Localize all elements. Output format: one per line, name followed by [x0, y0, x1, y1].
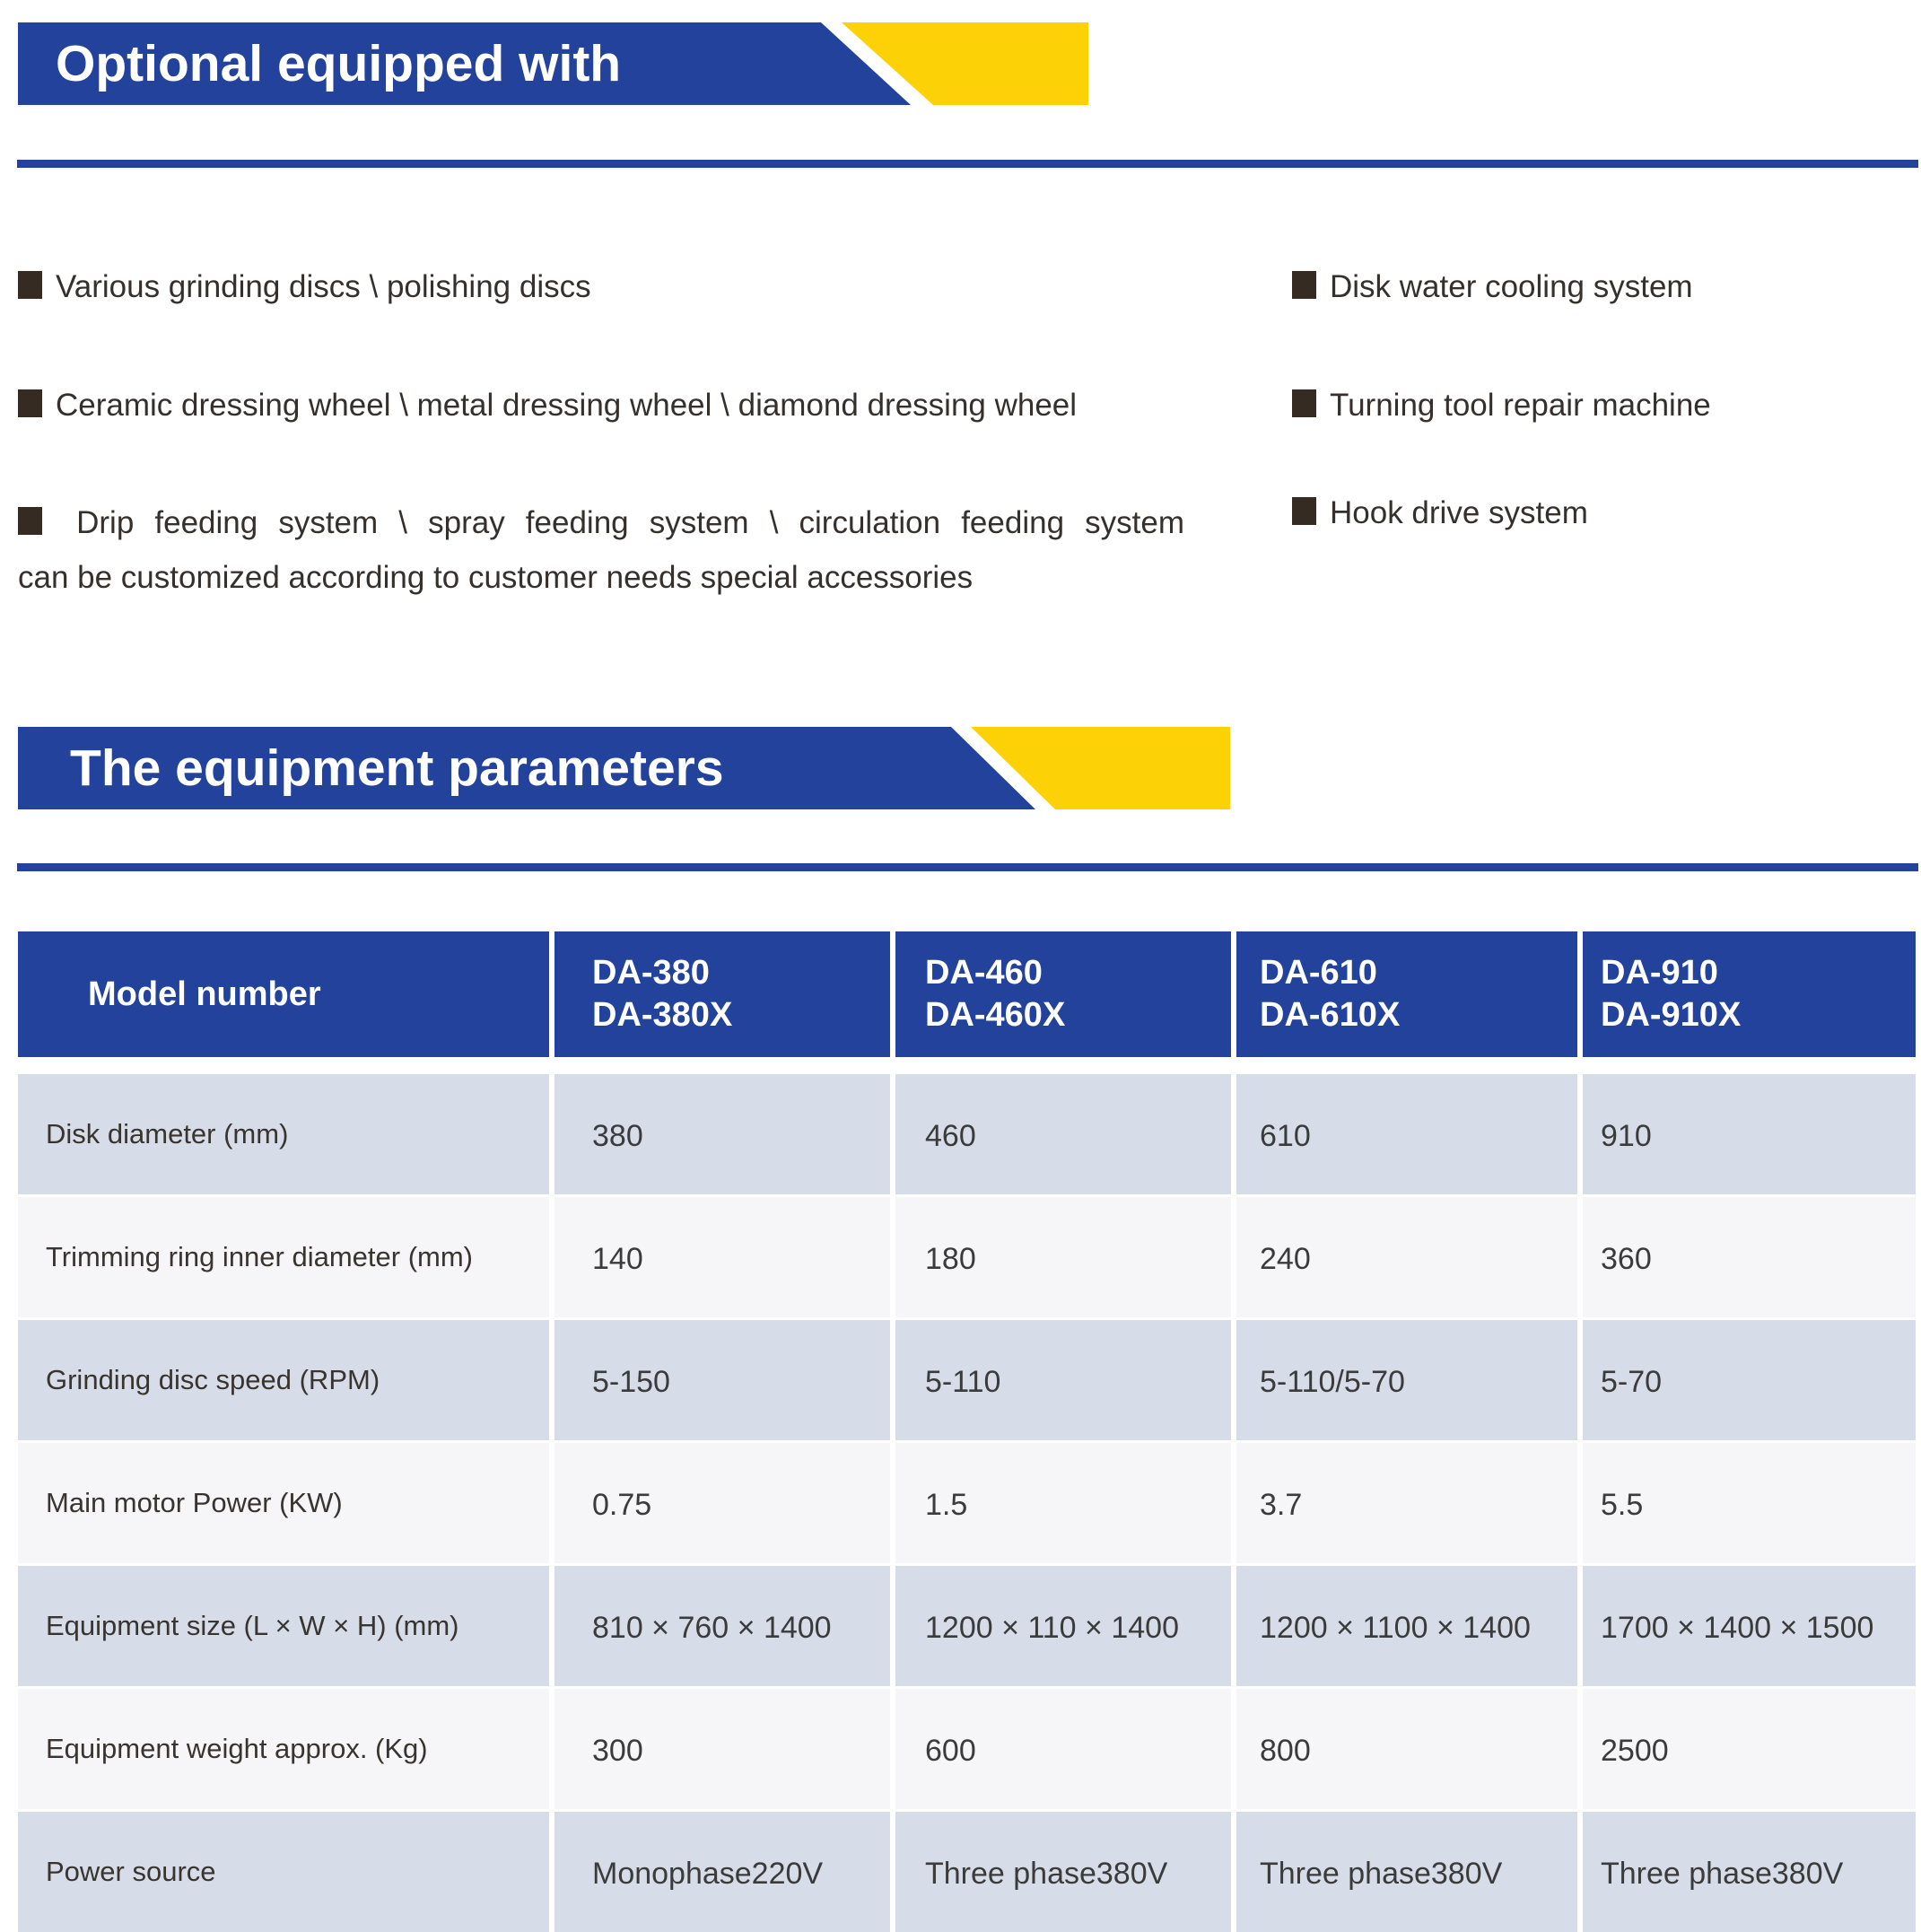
table-header-cell-model-number — [18, 931, 549, 1057]
table-header-cell-da460 — [895, 931, 1231, 1057]
model-name: DA-380X — [592, 996, 733, 1034]
row-label-grinding-disc-speed: Grinding disc speed (RPM) — [18, 1320, 549, 1440]
list-item — [1292, 269, 1693, 305]
section-title-parameters: The equipment parameters — [70, 739, 724, 797]
table-cell: 460 — [895, 1074, 1231, 1194]
table-cell: 600 — [895, 1689, 1231, 1809]
list-item-line2: can be customized according to customer needs special accessories — [18, 560, 974, 595]
model-number-label: Model number — [88, 975, 321, 1013]
table-header-cell-da610 — [1236, 931, 1577, 1057]
list-item-label: Turning tool repair machine — [1330, 388, 1711, 423]
table-cell: 1700 × 1400 × 1500 — [1583, 1566, 1916, 1686]
model-name: DA-610 — [1260, 954, 1377, 992]
table-cell: 800 — [1236, 1689, 1577, 1809]
model-name: DA-460 — [925, 954, 1043, 992]
table-header-cell-da380 — [554, 931, 890, 1057]
table-cell: 5-110 — [895, 1320, 1231, 1440]
table-cell: 5-70 — [1583, 1320, 1916, 1440]
section-divider-rule — [17, 160, 1918, 168]
square-bullet-icon — [1292, 389, 1316, 417]
row-label-power-source: Power source — [18, 1812, 549, 1932]
list-item-label: Drip feeding system \ spray feeding system \ circulation feeding system — [76, 505, 1184, 540]
table-cell: 1.5 — [895, 1443, 1231, 1563]
row-label-main-motor-power: Main motor Power (KW) — [18, 1443, 549, 1563]
list-item — [18, 388, 1077, 424]
list-item-label: Various grinding discs \ polishing discs — [56, 269, 591, 304]
list-item — [18, 269, 591, 305]
list-item — [18, 495, 1184, 605]
model-name: DA-610X — [1260, 996, 1401, 1034]
list-item — [1292, 388, 1711, 424]
table-cell: 5.5 — [1583, 1443, 1916, 1563]
square-bullet-icon — [1292, 271, 1316, 299]
table-cell: 140 — [554, 1197, 890, 1317]
table-cell: 0.75 — [554, 1443, 890, 1563]
table-cell: 5-150 — [554, 1320, 890, 1440]
list-item-label: Hook drive system — [1330, 495, 1588, 530]
table-cell: 380 — [554, 1074, 890, 1194]
table-cell: 2500 — [1583, 1689, 1916, 1809]
list-item-label: Disk water cooling system — [1330, 269, 1693, 304]
table-cell: 5-110/5-70 — [1236, 1320, 1577, 1440]
list-item-line1 — [18, 495, 1184, 550]
table-cell: 240 — [1236, 1197, 1577, 1317]
row-label-trimming-ring: Trimming ring inner diameter (mm) — [18, 1197, 549, 1317]
square-bullet-icon — [18, 389, 42, 417]
square-bullet-icon — [18, 507, 42, 535]
model-name: DA-910X — [1601, 996, 1742, 1034]
table-cell: 180 — [895, 1197, 1231, 1317]
table-cell: Three phase380V — [1236, 1812, 1577, 1932]
table-header-cell-da910 — [1583, 931, 1916, 1057]
section-title-optional: Optional equipped with — [56, 35, 622, 92]
list-item-label: Ceramic dressing wheel \ metal dressing wheel \ diamond dressing wheel — [56, 388, 1078, 423]
section-banner-parameters — [18, 727, 1212, 809]
parameters-table-header — [18, 931, 1916, 1057]
section-banner-optional — [18, 22, 1106, 105]
table-cell: Three phase380V — [895, 1812, 1231, 1932]
table-cell: Monophase220V — [554, 1812, 890, 1932]
square-bullet-icon — [1292, 497, 1316, 525]
row-label-equipment-weight: Equipment weight approx. (Kg) — [18, 1689, 549, 1809]
table-cell: 3.7 — [1236, 1443, 1577, 1563]
model-name: DA-380 — [592, 954, 710, 992]
row-label-equipment-size: Equipment size (L × W × H) (mm) — [18, 1566, 549, 1686]
model-name: DA-460X — [925, 996, 1066, 1034]
section-divider-rule — [17, 863, 1918, 871]
list-item — [1292, 495, 1588, 531]
table-cell: 1200 × 1100 × 1400 — [1236, 1566, 1577, 1686]
table-cell: 1200 × 110 × 1400 — [895, 1566, 1231, 1686]
table-cell: 810 × 760 × 1400 — [554, 1566, 890, 1686]
parameters-table-body — [18, 1074, 1916, 1932]
table-cell: 360 — [1583, 1197, 1916, 1317]
table-cell: 300 — [554, 1689, 890, 1809]
table-cell: Three phase380V — [1583, 1812, 1916, 1932]
square-bullet-icon — [18, 271, 42, 299]
table-cell: 910 — [1583, 1074, 1916, 1194]
table-cell: 610 — [1236, 1074, 1577, 1194]
model-name: DA-910 — [1601, 954, 1718, 992]
row-label-disk-diameter: Disk diameter (mm) — [18, 1074, 549, 1194]
